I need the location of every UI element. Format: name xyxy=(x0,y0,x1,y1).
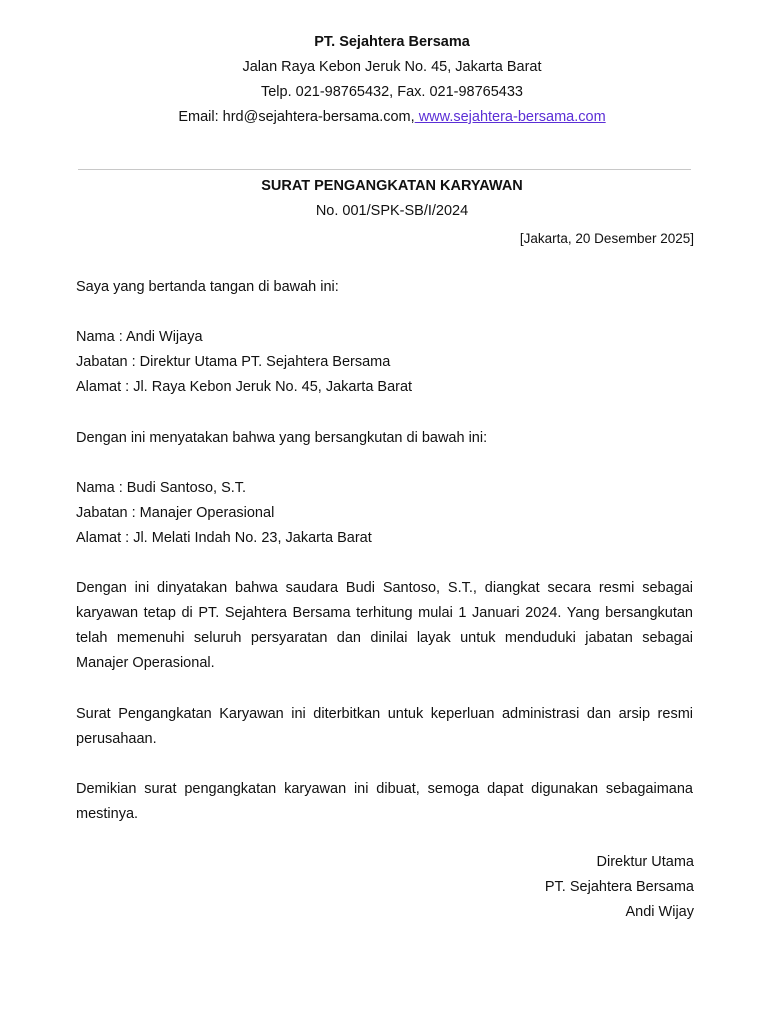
letter-date: [Jakarta, 20 Desember 2025] xyxy=(519,231,694,246)
signer-address: Alamat : Jl. Raya Kebon Jeruk No. 45, Jakarta Barat xyxy=(76,379,413,395)
signer-position: Jabatan : Direktur Utama PT. Sejahtera Bersama xyxy=(76,354,391,370)
intro-text: Saya yang bertanda tangan di bawah ini: xyxy=(76,279,339,295)
letter-number: No. 001/SPK-SB/I/2024 xyxy=(315,203,469,219)
company-phone-fax: Telp. 021-98765432, Fax. 021-98765433 xyxy=(260,84,523,100)
signature-block xyxy=(545,850,694,925)
signature-company: PT. Sejahtera Bersama xyxy=(544,879,694,895)
header-divider xyxy=(78,169,691,170)
company-website-link[interactable]: www.sejahtera-bersama.com xyxy=(414,109,606,125)
company-name: PT. Sejahtera Bersama xyxy=(314,34,470,50)
signature-title: Direktur Utama xyxy=(596,854,694,870)
letterhead xyxy=(0,30,784,130)
statement-text: Dengan ini menyatakan bahwa yang bersangkutan di bawah ini: xyxy=(76,430,488,446)
letter-title: SURAT PENGANGKATAN KARYAWAN xyxy=(261,178,523,194)
employee-address: Alamat : Jl. Melati Indah No. 23, Jakarta Barat xyxy=(76,530,372,546)
employee-name: Nama : Budi Santoso, S.T. xyxy=(76,480,247,496)
appointment-paragraph: Dengan ini dinyatakan bahwa saudara Budi Santoso, S.T., diangkat secara resmi sebagai karyawan tetap di PT. Sejahtera Bersama terhitung mulai 1 Januari 2024. Yang bersangkutan telah memenuhi seluruh persyaratan dan dinilai layak untuk menduduki jabatan sebagai Manajer Operasional. xyxy=(76,580,693,671)
purpose-paragraph: Surat Pengangkatan Karyawan ini diterbitkan untuk keperluan administrasi dan arsip resmi perusahaan. xyxy=(76,706,693,747)
signer-details xyxy=(76,325,693,400)
closing-paragraph: Demikian surat pengangkatan karyawan ini dibuat, semoga dapat digunakan sebagaimana mestinya. xyxy=(76,781,693,822)
employee-details xyxy=(76,476,693,551)
signer-name: Nama : Andi Wijaya xyxy=(76,329,203,345)
company-email: Email: hrd@sejahtera-bersama.com, xyxy=(178,109,415,125)
company-contact xyxy=(0,105,784,130)
signature-name: Andi Wijay xyxy=(625,904,694,920)
letter-title-block xyxy=(0,174,784,224)
employee-position: Jabatan : Manajer Operasional xyxy=(76,505,275,521)
company-address: Jalan Raya Kebon Jeruk No. 45, Jakarta Barat xyxy=(242,59,542,75)
